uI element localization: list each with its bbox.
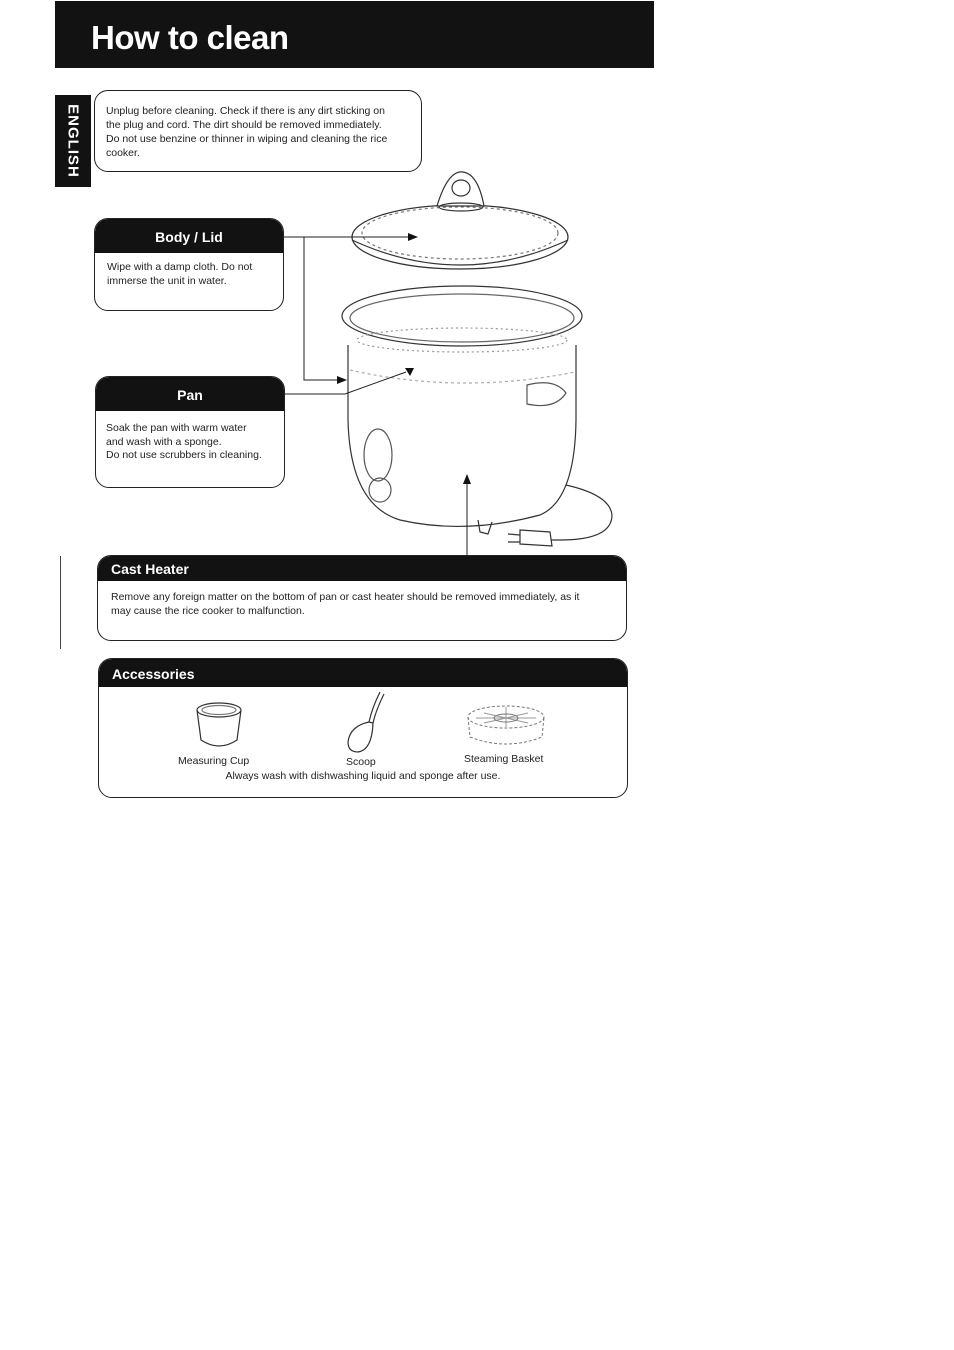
accessories-title: Accessories <box>99 659 627 687</box>
body-lid-line: immerse the unit in water. <box>107 274 227 287</box>
cast-heater-line: may cause the rice cooker to malfunction. <box>111 604 305 617</box>
scoop-icon <box>342 690 388 756</box>
body-lid-box <box>94 218 284 311</box>
body-lid-title: Body / Lid <box>95 219 283 253</box>
steaming-basket-label: Steaming Basket <box>464 753 544 765</box>
cast-heater-box <box>97 555 627 641</box>
measuring-cup-icon <box>192 700 246 752</box>
page-title: How to clean <box>91 19 289 56</box>
warning-line: cooker. <box>106 147 140 159</box>
lid-icon <box>352 172 568 269</box>
pan-box <box>95 376 285 488</box>
accessories-note: Always wash with dishwashing liquid and sponge after use. <box>225 770 501 782</box>
cast-heater-line: Remove any foreign matter on the bottom of pan or cast heater should be removed immediately, as it <box>111 591 580 603</box>
warning-line: the plug and cord. The dirt should be removed immediately. <box>106 119 382 131</box>
cooker-body-icon <box>342 286 612 546</box>
pan-line: Soak the pan with warm water <box>106 422 247 434</box>
warning-line: Unplug before cleaning. Check if there is any dirt sticking on <box>106 105 385 117</box>
pan-line: and wash with a sponge. <box>106 435 222 448</box>
margin-rule <box>60 556 61 649</box>
warning-line: Do not use benzine or thinner in wiping and cleaning the rice <box>106 133 388 145</box>
pan-title: Pan <box>96 377 284 411</box>
body-lid-line: Wipe with a damp cloth. Do not <box>107 261 253 273</box>
scoop-label: Scoop <box>346 756 376 768</box>
steaming-basket-icon <box>464 701 548 749</box>
pan-line: Do not use scrubbers in cleaning. <box>106 449 262 461</box>
language-tab-label: ENGLISH <box>64 104 82 178</box>
measuring-cup-label: Measuring Cup <box>178 755 250 767</box>
cast-heater-title: Cast Heater <box>98 556 626 581</box>
